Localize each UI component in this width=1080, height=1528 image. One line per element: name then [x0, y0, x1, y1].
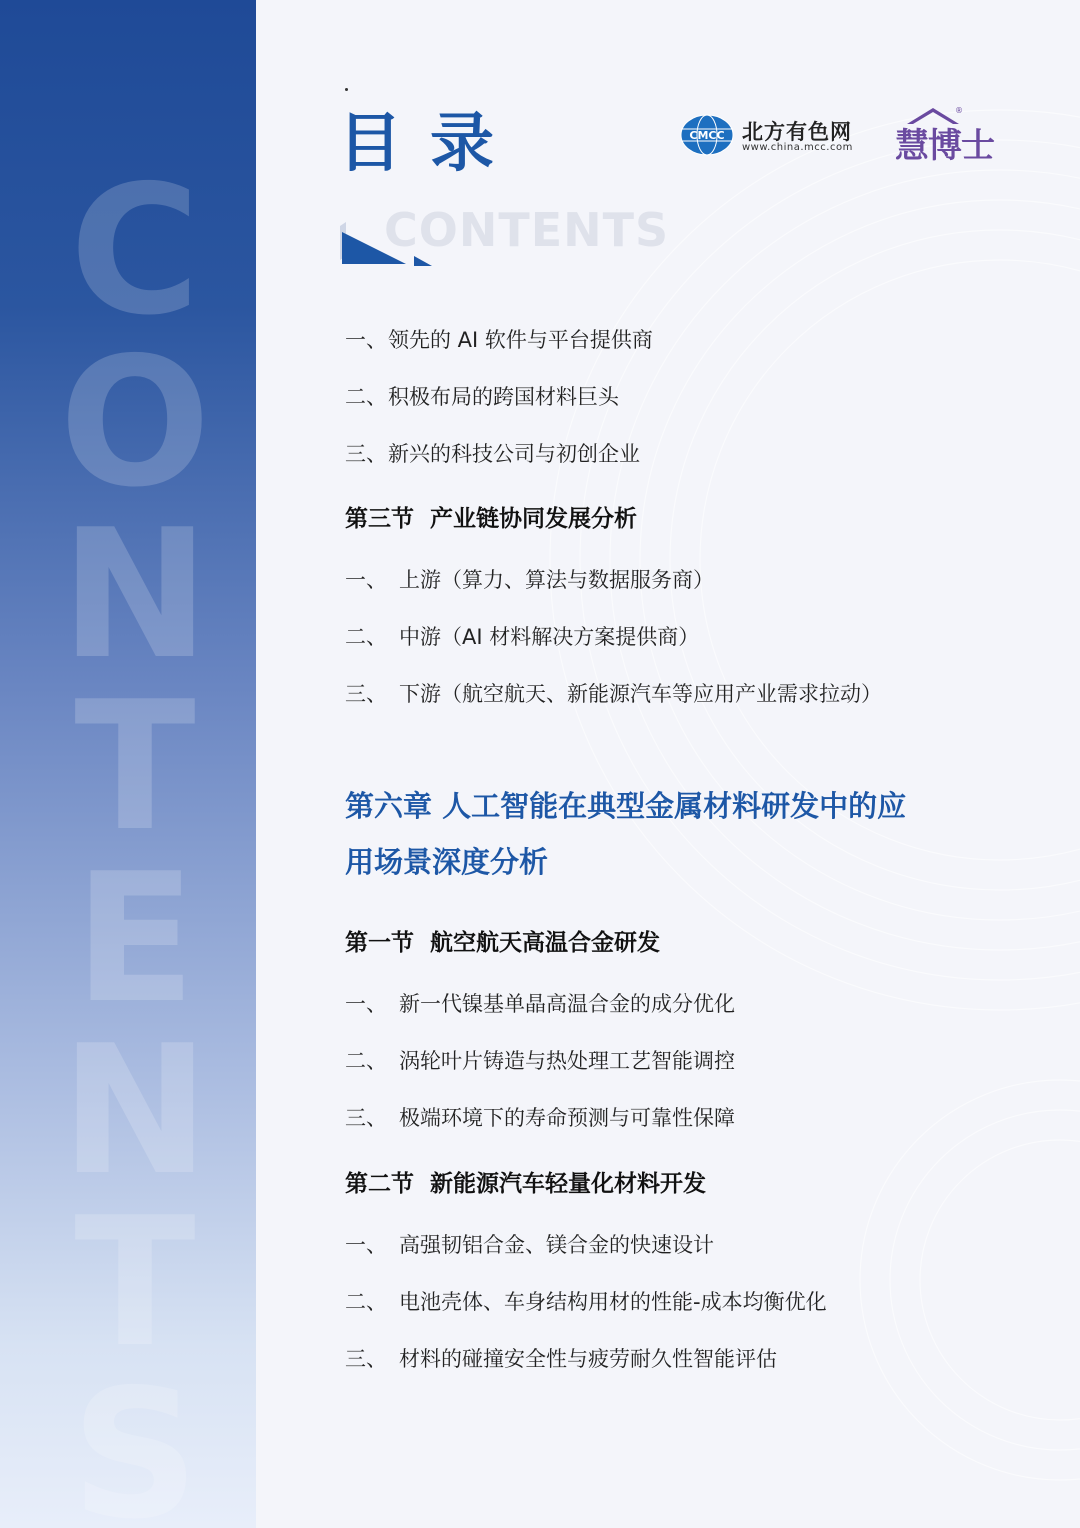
- cmcc-name: 北方有色网: [742, 120, 852, 144]
- toc-item-number: 二、: [345, 385, 387, 409]
- registered-icon: ®: [955, 106, 963, 115]
- toc-item-number: 一、: [345, 568, 387, 592]
- toc-section-heading[interactable]: [345, 1165, 706, 1198]
- toc-item[interactable]: [345, 1343, 777, 1373]
- toc-item-text: 新兴的科技公司与初创企业: [388, 442, 640, 466]
- toc-section-heading[interactable]: [345, 500, 637, 533]
- toc-item-text: 新一代镍基单晶高温合金的成分优化: [399, 992, 735, 1016]
- toc-chapter-heading[interactable]: [345, 778, 906, 890]
- toc-item-number: 三、: [345, 682, 387, 706]
- toc-item-text: 上游（算力、算法与数据服务商）: [399, 568, 714, 592]
- toc-item-text: 电池壳体、车身结构用材的性能-成本均衡优化: [399, 1290, 827, 1314]
- side-band: [0, 0, 256, 1528]
- chapter-title-line2: 用场景深度分析: [345, 845, 549, 879]
- toc-item-text: 中游（AI 材料解决方案提供商）: [399, 625, 700, 649]
- toc-item[interactable]: [345, 381, 619, 411]
- partner-name: 慧博士: [895, 126, 994, 166]
- toc-item-number: 二、: [345, 1049, 387, 1073]
- toc-item[interactable]: [345, 678, 882, 708]
- globe-icon: [680, 112, 734, 158]
- cmcc-url: www.china.mcc.com: [742, 142, 853, 153]
- chapter-title-line1: 第六章 人工智能在典型金属材料研发中的应: [345, 789, 907, 823]
- toc-item[interactable]: [345, 1286, 827, 1316]
- section-label: 第三节: [345, 506, 414, 532]
- toc-item-number: 一、: [345, 1233, 387, 1257]
- toc-item[interactable]: [345, 324, 653, 354]
- toc-item-text: 领先的 AI 软件与平台提供商: [388, 328, 653, 352]
- partner-logo: [895, 106, 1000, 166]
- toc-item-text: 涡轮叶片铸造与热处理工艺智能调控: [399, 1049, 735, 1073]
- title-subtitle: CONTENTS: [384, 203, 670, 257]
- toc-item[interactable]: [345, 1102, 735, 1132]
- toc-item[interactable]: [345, 438, 640, 468]
- cmcc-logo: [680, 112, 880, 158]
- toc-item[interactable]: [345, 564, 714, 594]
- decor-dot: [345, 88, 348, 91]
- toc-item[interactable]: [345, 1045, 735, 1075]
- section-label: 第一节: [345, 930, 414, 956]
- toc-item[interactable]: [345, 1229, 714, 1259]
- toc-item[interactable]: [345, 621, 699, 651]
- toc-item-number: 一、: [345, 992, 387, 1016]
- section-title: 新能源汽车轻量化材料开发: [430, 1171, 707, 1197]
- toc-item-number: 三、: [345, 1106, 387, 1130]
- toc-item-number: 二、: [345, 1290, 387, 1314]
- section-title: 航空航天高温合金研发: [430, 930, 661, 956]
- section-title: 产业链协同发展分析: [430, 506, 638, 532]
- toc-item-text: 高强韧铝合金、镁合金的快速设计: [399, 1233, 714, 1257]
- side-watermark: CONTENTS: [59, 147, 211, 1528]
- toc-item-number: 二、: [345, 625, 387, 649]
- toc-item-text: 材料的碰撞安全性与疲劳耐久性智能评估: [399, 1347, 777, 1371]
- toc-item-number: 三、: [345, 442, 387, 466]
- cmcc-mark: CMCC: [689, 129, 725, 142]
- toc-item[interactable]: [345, 988, 735, 1018]
- section-label: 第二节: [345, 1171, 414, 1197]
- toc-item-text: 下游（航空航天、新能源汽车等应用产业需求拉动）: [399, 682, 882, 706]
- toc-item-number: 一、: [345, 328, 387, 352]
- toc-item-text: 积极布局的跨国材料巨头: [388, 385, 619, 409]
- toc-item-number: 三、: [345, 1347, 387, 1371]
- toc-item-text: 极端环境下的寿命预测与可靠性保障: [399, 1106, 735, 1130]
- toc-section-heading[interactable]: [345, 924, 660, 957]
- page-title: 目录: [338, 107, 522, 181]
